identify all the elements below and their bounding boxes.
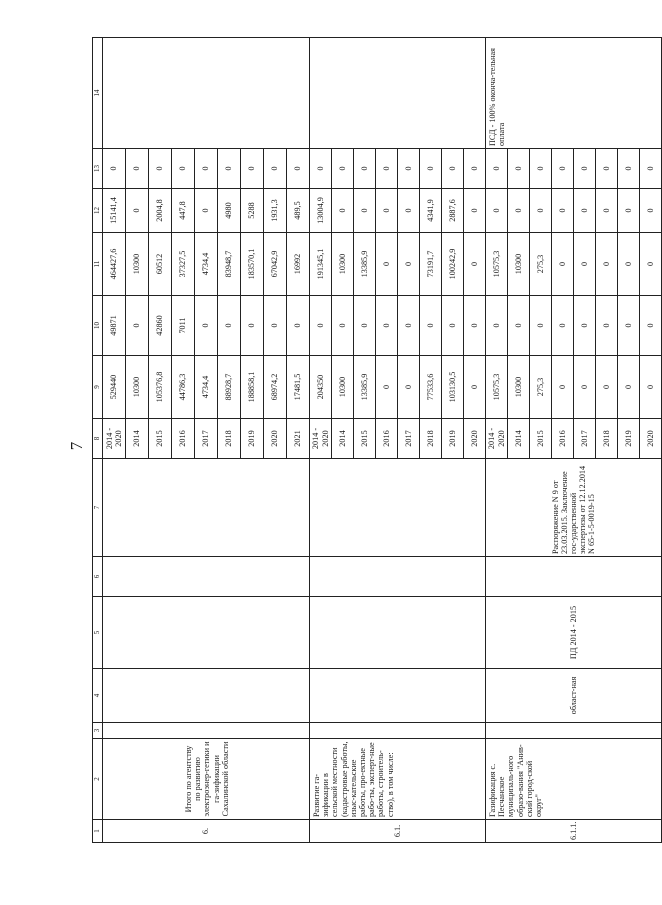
note-cell bbox=[103, 38, 310, 149]
documents-cell: Распоряжение N 9 от 23.03.2015. Заключение гос-ударственной экспертизы от 12.12.2014 N 65-1-5-0019-15 bbox=[486, 459, 662, 557]
documents-cell bbox=[103, 459, 310, 557]
amount-cell: 7011 bbox=[172, 296, 195, 356]
amount-cell: 0 bbox=[241, 296, 264, 356]
amount-cell: 529440 bbox=[103, 356, 126, 419]
column-number-cell: 11 bbox=[93, 233, 103, 296]
amount-cell: 100242,9 bbox=[442, 233, 464, 296]
year-cell: 2014 bbox=[126, 419, 149, 459]
empty-cell bbox=[103, 723, 310, 739]
amount-cell: 0 bbox=[552, 356, 574, 419]
amount-cell: 0 bbox=[376, 189, 398, 233]
amount-cell: 204350 bbox=[310, 356, 332, 419]
amount-cell: 68974,2 bbox=[264, 356, 287, 419]
amount-cell: 0 bbox=[420, 296, 442, 356]
amount-cell: 0 bbox=[464, 149, 486, 189]
amount-cell: 1931,3 bbox=[264, 189, 287, 233]
amount-cell: 60512 bbox=[149, 233, 172, 296]
column-number-cell: 6 bbox=[93, 557, 103, 597]
year-cell: 2014 - 2020 bbox=[103, 419, 126, 459]
year-cell: 2016 bbox=[376, 419, 398, 459]
amount-cell: 44786,3 bbox=[172, 356, 195, 419]
empty-cell bbox=[310, 723, 486, 739]
amount-cell: 0 bbox=[640, 296, 662, 356]
amount-cell: 0 bbox=[195, 296, 218, 356]
amount-cell: 0 bbox=[354, 296, 376, 356]
amount-cell: 2887,6 bbox=[442, 189, 464, 233]
year-cell: 2020 bbox=[264, 419, 287, 459]
amount-cell: 10300 bbox=[126, 356, 149, 419]
amount-cell: 0 bbox=[464, 189, 486, 233]
amount-cell: 0 bbox=[486, 149, 508, 189]
amount-cell: 17481,5 bbox=[287, 356, 310, 419]
documents-cell bbox=[310, 459, 486, 557]
amount-cell: 0 bbox=[398, 149, 420, 189]
amount-cell: 0 bbox=[596, 189, 618, 233]
budget-table bbox=[92, 37, 662, 843]
year-cell: 2014 bbox=[332, 419, 354, 459]
amount-cell: 2004,8 bbox=[149, 189, 172, 233]
amount-cell: 49871 bbox=[103, 296, 126, 356]
amount-cell: 0 bbox=[640, 356, 662, 419]
header-row bbox=[93, 38, 103, 843]
amount-cell: 0 bbox=[508, 189, 530, 233]
stage-cell bbox=[103, 597, 310, 669]
amount-cell: 0 bbox=[596, 233, 618, 296]
amount-cell: 0 bbox=[464, 296, 486, 356]
amount-cell: 0 bbox=[618, 189, 640, 233]
amount-cell: 0 bbox=[486, 296, 508, 356]
amount-cell: 0 bbox=[310, 296, 332, 356]
item-name-cell: Итого по агентству по развитию электроэнер-гетики и га-зификации Сахалинской области bbox=[103, 739, 310, 820]
amount-cell: 0 bbox=[398, 296, 420, 356]
amount-cell: 0 bbox=[442, 296, 464, 356]
amount-cell: 0 bbox=[530, 296, 552, 356]
year-cell: 2019 bbox=[618, 419, 640, 459]
year-cell: 2017 bbox=[195, 419, 218, 459]
empty-cell bbox=[103, 557, 310, 597]
year-cell: 2019 bbox=[442, 419, 464, 459]
column-number-cell: 10 bbox=[93, 296, 103, 356]
amount-cell: 0 bbox=[508, 149, 530, 189]
year-cell: 2018 bbox=[218, 419, 241, 459]
amount-cell: 0 bbox=[310, 149, 332, 189]
amount-cell: 489,5 bbox=[287, 189, 310, 233]
amount-cell: 0 bbox=[398, 233, 420, 296]
amount-cell: 0 bbox=[332, 189, 354, 233]
amount-cell: 0 bbox=[464, 233, 486, 296]
year-cell: 2018 bbox=[596, 419, 618, 459]
amount-cell: 0 bbox=[149, 149, 172, 189]
note-cell: ПСД - 100% оконча-тельная оплата bbox=[486, 38, 662, 149]
column-number-cell: 4 bbox=[93, 669, 103, 723]
year-cell: 2017 bbox=[398, 419, 420, 459]
amount-cell: 0 bbox=[640, 149, 662, 189]
amount-cell: 0 bbox=[398, 356, 420, 419]
amount-cell: 0 bbox=[376, 233, 398, 296]
funding-source-cell bbox=[310, 669, 486, 723]
amount-cell: 0 bbox=[172, 149, 195, 189]
amount-cell: 10300 bbox=[332, 356, 354, 419]
amount-cell: 13385,9 bbox=[354, 356, 376, 419]
amount-cell: 0 bbox=[464, 356, 486, 419]
row-number-cell: 6. bbox=[103, 820, 310, 843]
amount-cell: 4980 bbox=[218, 189, 241, 233]
amount-cell: 447,8 bbox=[172, 189, 195, 233]
amount-cell: 0 bbox=[287, 296, 310, 356]
amount-cell: 0 bbox=[376, 149, 398, 189]
empty-cell bbox=[486, 557, 662, 597]
amount-cell: 0 bbox=[332, 149, 354, 189]
amount-cell: 0 bbox=[126, 296, 149, 356]
amount-cell: 0 bbox=[103, 149, 126, 189]
funding-source-cell bbox=[103, 669, 310, 723]
amount-cell: 13385,9 bbox=[354, 233, 376, 296]
amount-cell: 10300 bbox=[332, 233, 354, 296]
amount-cell: 15141,4 bbox=[103, 189, 126, 233]
amount-cell: 0 bbox=[398, 189, 420, 233]
amount-cell: 188858,1 bbox=[241, 356, 264, 419]
funding-source-cell: област-ная bbox=[486, 669, 662, 723]
amount-cell: 5288 bbox=[241, 189, 264, 233]
amount-cell: 10300 bbox=[508, 356, 530, 419]
amount-cell: 4341,9 bbox=[420, 189, 442, 233]
amount-cell: 0 bbox=[574, 233, 596, 296]
amount-cell: 0 bbox=[596, 296, 618, 356]
empty-cell bbox=[310, 557, 486, 597]
amount-cell: 67042,9 bbox=[264, 233, 287, 296]
stage-cell bbox=[310, 597, 486, 669]
amount-cell: 0 bbox=[287, 149, 310, 189]
amount-cell: 0 bbox=[442, 149, 464, 189]
column-number-cell: 13 bbox=[93, 149, 103, 189]
amount-cell: 0 bbox=[552, 296, 574, 356]
column-number-cell: 12 bbox=[93, 189, 103, 233]
empty-cell bbox=[486, 723, 662, 739]
note-cell bbox=[310, 38, 486, 149]
amount-cell: 88928,7 bbox=[218, 356, 241, 419]
column-number-cell: 5 bbox=[93, 597, 103, 669]
amount-cell: 0 bbox=[596, 356, 618, 419]
column-number-cell: 9 bbox=[93, 356, 103, 419]
column-number-cell: 3 bbox=[93, 723, 103, 739]
amount-cell: 0 bbox=[552, 149, 574, 189]
amount-cell: 0 bbox=[618, 296, 640, 356]
amount-cell: 191345,1 bbox=[310, 233, 332, 296]
table-row bbox=[310, 38, 332, 843]
amount-cell: 0 bbox=[574, 149, 596, 189]
year-cell: 2016 bbox=[172, 419, 195, 459]
amount-cell: 0 bbox=[618, 233, 640, 296]
amount-cell: 0 bbox=[574, 296, 596, 356]
amount-cell: 0 bbox=[574, 356, 596, 419]
amount-cell: 0 bbox=[552, 233, 574, 296]
amount-cell: 16992 bbox=[287, 233, 310, 296]
amount-cell: 0 bbox=[552, 189, 574, 233]
amount-cell: 0 bbox=[530, 189, 552, 233]
amount-cell: 0 bbox=[218, 149, 241, 189]
amount-cell: 10575,3 bbox=[486, 356, 508, 419]
column-number-cell: 2 bbox=[93, 739, 103, 820]
column-number-cell: 7 bbox=[93, 459, 103, 557]
amount-cell: 0 bbox=[420, 149, 442, 189]
year-cell: 2016 bbox=[552, 419, 574, 459]
year-cell: 2015 bbox=[149, 419, 172, 459]
amount-cell: 0 bbox=[486, 189, 508, 233]
amount-cell: 4734,4 bbox=[195, 356, 218, 419]
row-number-cell: 6.1.1. bbox=[486, 820, 662, 843]
amount-cell: 0 bbox=[640, 233, 662, 296]
amount-cell: 0 bbox=[126, 189, 149, 233]
amount-cell: 275,3 bbox=[530, 356, 552, 419]
amount-cell: 0 bbox=[264, 296, 287, 356]
amount-cell: 0 bbox=[530, 149, 552, 189]
table-row bbox=[486, 38, 508, 843]
amount-cell: 105376,8 bbox=[149, 356, 172, 419]
rotated-table-container bbox=[92, 38, 655, 843]
amount-cell: 13004,9 bbox=[310, 189, 332, 233]
stage-cell: ПД 2014 - 2015 bbox=[486, 597, 662, 669]
amount-cell: 275,3 bbox=[530, 233, 552, 296]
amount-cell: 0 bbox=[376, 356, 398, 419]
amount-cell: 0 bbox=[241, 149, 264, 189]
amount-cell: 37327,5 bbox=[172, 233, 195, 296]
amount-cell: 10300 bbox=[508, 233, 530, 296]
amount-cell: 0 bbox=[126, 149, 149, 189]
amount-cell: 0 bbox=[195, 189, 218, 233]
amount-cell: 77533,6 bbox=[420, 356, 442, 419]
amount-cell: 0 bbox=[354, 189, 376, 233]
year-cell: 2021 bbox=[287, 419, 310, 459]
amount-cell: 10300 bbox=[126, 233, 149, 296]
amount-cell: 0 bbox=[218, 296, 241, 356]
row-number-cell: 6.1. bbox=[310, 820, 486, 843]
amount-cell: 0 bbox=[195, 149, 218, 189]
amount-cell: 83948,7 bbox=[218, 233, 241, 296]
column-number-cell: 14 bbox=[93, 38, 103, 149]
year-cell: 2014 - 2020 bbox=[486, 419, 508, 459]
amount-cell: 0 bbox=[354, 149, 376, 189]
year-cell: 2020 bbox=[640, 419, 662, 459]
amount-cell: 0 bbox=[508, 296, 530, 356]
year-cell: 2017 bbox=[574, 419, 596, 459]
column-number-cell: 1 bbox=[93, 820, 103, 843]
year-cell: 2018 bbox=[420, 419, 442, 459]
year-cell: 2020 bbox=[464, 419, 486, 459]
page-number: 7 bbox=[67, 441, 86, 451]
year-cell: 2014 bbox=[508, 419, 530, 459]
amount-cell: 0 bbox=[574, 189, 596, 233]
year-cell: 2015 bbox=[354, 419, 376, 459]
amount-cell: 42860 bbox=[149, 296, 172, 356]
item-name-cell: Развитие га-зификации в сельской местности (кадастровые работы, изыс-кательские работы, про-ектные рабо-ты, эксперт-ные работы, строитель-ство), в том числе: bbox=[310, 739, 486, 820]
amount-cell: 0 bbox=[596, 149, 618, 189]
amount-cell: 73191,7 bbox=[420, 233, 442, 296]
amount-cell: 0 bbox=[618, 149, 640, 189]
amount-cell: 0 bbox=[376, 296, 398, 356]
amount-cell: 103130,5 bbox=[442, 356, 464, 419]
item-name-cell: Газификация с. Песчанское муниципаль-ного образо-вания "Анив-ский город-ской округ" bbox=[486, 739, 662, 820]
amount-cell: 183570,1 bbox=[241, 233, 264, 296]
amount-cell: 0 bbox=[332, 296, 354, 356]
amount-cell: 0 bbox=[640, 189, 662, 233]
amount-cell: 10575,3 bbox=[486, 233, 508, 296]
table-row bbox=[103, 38, 126, 843]
year-cell: 2019 bbox=[241, 419, 264, 459]
amount-cell: 0 bbox=[264, 149, 287, 189]
year-cell: 2015 bbox=[530, 419, 552, 459]
amount-cell: 4734,4 bbox=[195, 233, 218, 296]
column-number-cell: 8 bbox=[93, 419, 103, 459]
amount-cell: 464427,6 bbox=[103, 233, 126, 296]
amount-cell: 0 bbox=[618, 356, 640, 419]
year-cell: 2014 - 2020 bbox=[310, 419, 332, 459]
